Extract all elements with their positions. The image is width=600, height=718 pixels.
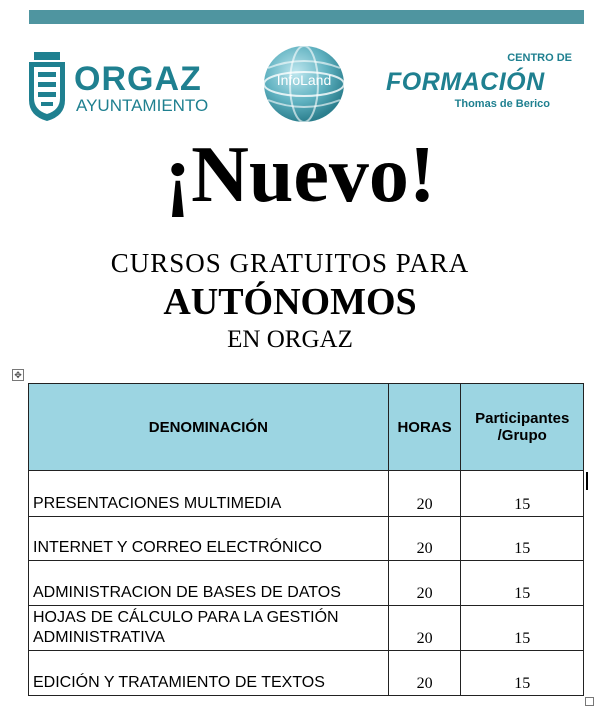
text-cursor: [586, 472, 588, 490]
formacion-logo-main: FORMACIÓN: [386, 68, 545, 96]
table-row: [29, 471, 584, 517]
move-handle-icon[interactable]: ✥: [12, 369, 24, 381]
course-name: PRESENTACIONES MULTIMEDIA: [29, 471, 389, 517]
formacion-logo-sub: Thomas de Berico: [454, 98, 550, 110]
formacion-logo-top: CENTRO DE: [507, 52, 572, 64]
subtitle-line-3: EN ORGAZ: [227, 326, 353, 353]
infoland-logo: [262, 44, 346, 124]
header-participants-line-1: Participantes: [475, 410, 570, 427]
course-name: INTERNET Y CORREO ELECTRÓNICO: [29, 517, 389, 561]
course-participants: 15: [461, 561, 584, 606]
course-participants: 15: [461, 651, 584, 696]
table-row: [29, 606, 584, 651]
coat-of-arms-icon: [26, 52, 68, 122]
course-hours: 20: [388, 517, 461, 561]
infoland-logo-text: InfoLand: [276, 72, 332, 88]
top-accent-bar: [29, 10, 584, 24]
course-name: HOJAS DE CÁLCULO PARA LA GESTIÓN ADMINISTRATIVA: [29, 606, 389, 651]
course-hours: 20: [388, 471, 461, 517]
table-header-row: [29, 384, 584, 471]
headline: ¡Nuevo!: [164, 131, 436, 219]
header-participants-line-2: /Grupo: [497, 427, 547, 444]
table-row: [29, 517, 584, 561]
orgaz-logo-sub: AYUNTAMIENTO: [76, 96, 209, 115]
subtitle-line-1: CURSOS GRATUITOS PARA: [110, 248, 470, 278]
course-participants: 15: [461, 517, 584, 561]
resize-handle-icon[interactable]: [585, 697, 594, 706]
course-name: EDICIÓN Y TRATAMIENTO DE TEXTOS: [29, 651, 389, 696]
formacion-logo: [384, 52, 574, 116]
header-participants: [461, 384, 584, 471]
courses-table: [28, 383, 584, 696]
course-hours: 20: [388, 651, 461, 696]
subtitle-line-2: AUTÓNOMOS: [163, 281, 417, 323]
course-participants: 15: [461, 606, 584, 651]
course-name: ADMINISTRACION DE BASES DE DATOS: [29, 561, 389, 606]
course-hours: 20: [388, 606, 461, 651]
course-participants: 15: [461, 471, 584, 517]
header-hours: HORAS: [388, 384, 461, 471]
table-row: [29, 651, 584, 696]
table-row: [29, 561, 584, 606]
orgaz-logo-name: ORGAZ: [74, 60, 202, 98]
course-hours: 20: [388, 561, 461, 606]
header-name: DENOMINACIÓN: [29, 384, 389, 471]
orgaz-logo: [26, 52, 226, 124]
